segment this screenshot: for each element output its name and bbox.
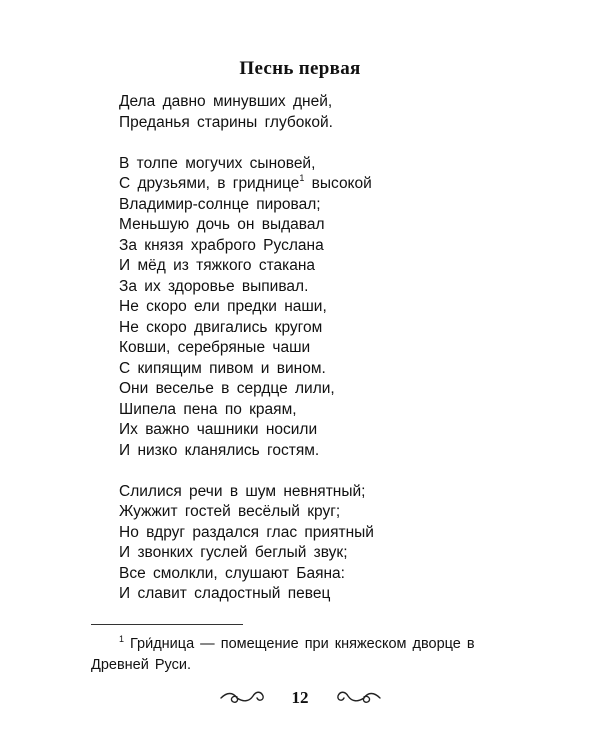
right-flourish-icon: [336, 684, 382, 708]
poem-body: [119, 92, 559, 605]
poem-line: С кипящим пивом и вином.: [119, 359, 326, 377]
footnote-term: Гри́дница: [130, 636, 195, 652]
poem-line: И звонких гуслей беглый звук;: [119, 544, 348, 561]
poem-line-text: С друзьями, в гриднице: [119, 175, 300, 192]
poem-line: Меньшую дочь он выдавал: [119, 216, 325, 233]
poem-line: Все смолкли, слушают Баяна:: [119, 564, 345, 582]
footnote: [91, 634, 511, 675]
poem-line: Их важно чашники носили: [119, 421, 318, 438]
page-footer: [0, 680, 600, 716]
footnote-divider: [91, 624, 243, 625]
poem-line: В толпе могучих сыновей,: [119, 154, 316, 172]
poem-line: [119, 174, 559, 195]
poem-line: И славит сладостный певец: [119, 585, 331, 602]
poem-line: И мёд из тяжкого стакана: [119, 257, 316, 274]
poem-line: Они веселье в сердце лили,: [119, 380, 335, 397]
poem-line: Но вдруг раздался глас приятный: [119, 523, 374, 541]
poem-line: Дела давно минувших дней,: [119, 93, 333, 110]
poem-line: Шипела пена по краям,: [119, 400, 297, 418]
left-flourish-icon: [219, 684, 265, 708]
poem-line: И низко кланялись гостям.: [119, 441, 320, 459]
poem-line: Не скоро двигались кругом: [119, 318, 323, 336]
footnote-reference[interactable]: 1: [299, 172, 305, 183]
footnote-text-continued: Древней Руси.: [91, 657, 191, 673]
chapter-title: Песнь первая: [239, 58, 361, 79]
poem-line: Жужжит гостей весёлый круг;: [119, 503, 341, 520]
poem-line: Слилися речи в шум невнятный;: [119, 482, 366, 500]
poem-line: За их здоровье выпивал.: [119, 277, 309, 295]
stanza: [119, 92, 559, 133]
stanza: [119, 482, 559, 605]
page-number: 12: [291, 688, 309, 707]
poem-line: Владимир-солнце пировал;: [119, 195, 321, 213]
poem-line: Не скоро ели предки наши,: [119, 298, 327, 315]
stanza: [119, 154, 559, 462]
poem-line: За князя храброго Руслана: [119, 236, 324, 254]
poem-line-text: высокой: [311, 175, 372, 192]
poem-line: Ковши, серебряные чаши: [119, 339, 311, 356]
poem-line: Преданья старины глубокой.: [119, 113, 333, 131]
footnote-text: — помещение при княжеском дворце в: [194, 636, 475, 652]
footnote-marker: 1: [119, 634, 125, 644]
